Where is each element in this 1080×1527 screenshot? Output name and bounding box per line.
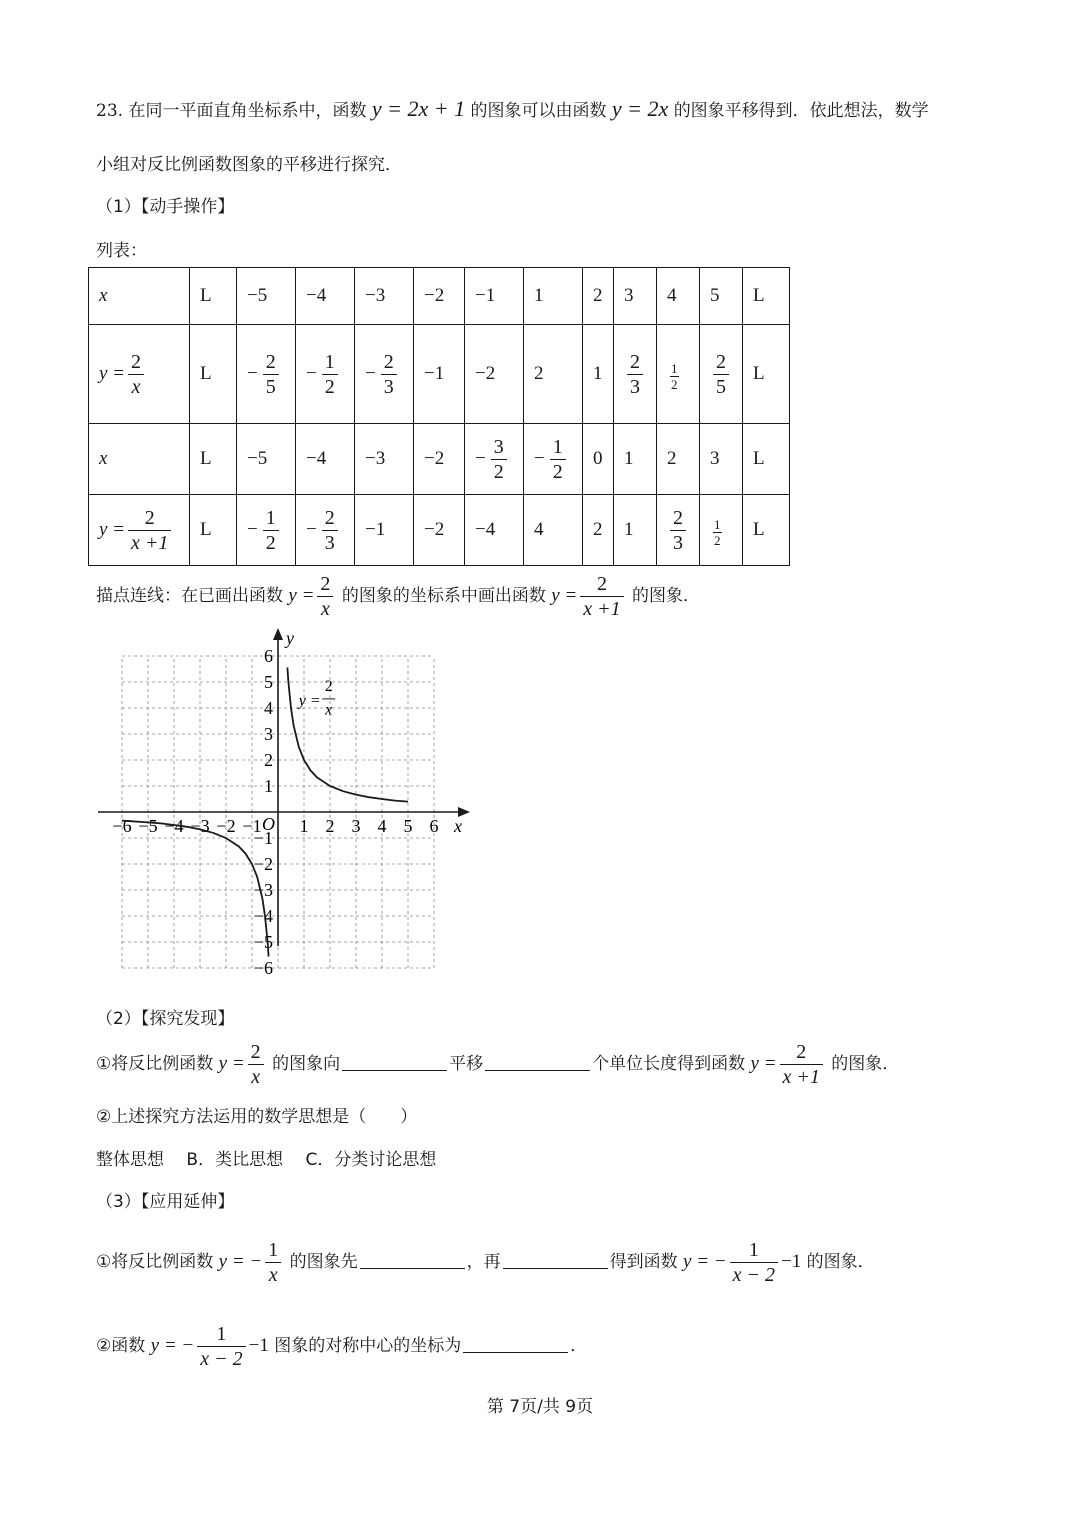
table-cell-y2: −1: [355, 495, 414, 566]
answer-blank-direction[interactable]: [342, 1069, 447, 1071]
table-cell-y2: L: [190, 495, 237, 566]
table-cell-x1: L: [743, 268, 790, 325]
fraction-value: $\frac{2}{3}$: [322, 506, 338, 555]
curve-label-den: x: [325, 701, 333, 719]
y2-header-fraction: $\frac{2}{x +1}$: [128, 506, 171, 555]
table-cell-y2: [700, 495, 743, 566]
page-footer: 第 7页/共 9页: [486, 1397, 594, 1417]
x-tick-label: 3: [351, 816, 361, 836]
part2-options: 整体思想 B．类比思想 C．分类讨论思想: [96, 1150, 437, 1170]
fraction-value: $\frac{1}{2}$: [263, 506, 279, 555]
part2-question-2: ②上述探究方法运用的数学思想是（ ）: [96, 1107, 418, 1127]
table-cell-y2: −4: [465, 495, 524, 566]
answer-blank-center[interactable]: [463, 1351, 568, 1353]
fraction-value: $\frac{1}{2}$: [671, 360, 678, 392]
q1-fraction-2: $\frac{2}{x +1}$: [780, 1040, 823, 1089]
x-tick-label: −6: [112, 816, 132, 836]
table-cell-x1: 4: [657, 268, 700, 325]
x-tick-label: 6: [429, 816, 439, 836]
x-tick-label: −5: [138, 816, 158, 836]
table-cell-x2: 3: [700, 424, 743, 495]
y-tick-label: −6: [253, 958, 273, 978]
curve-label-lhs: y =: [298, 692, 321, 710]
table-cell-x2: x: [89, 424, 190, 495]
table-cell-x1: −2: [414, 268, 465, 325]
part3-heading: （3）【应用延伸】: [96, 1192, 235, 1212]
table-cell-y1: 2: [524, 325, 583, 424]
x-tick-label: 2: [325, 816, 335, 836]
part3-question-1: ①将反比例函数 y = − $\frac{1}{x}$ 的图象先 ，再 得到函数 y = − $\frac{1}{x - 2}$ −1 的图象．: [96, 1239, 875, 1286]
table-cell-y1: [700, 325, 743, 424]
table-cell-x1: −1: [465, 268, 524, 325]
part2-heading: （2）【探究发现】: [96, 1009, 235, 1029]
plot-instruction: 描点连线：在已画出函数 y = $\frac{2}{x}$ 的图象的坐标系中画出函数 y = $\frac{2}{x +1}$ 的图象．: [96, 573, 701, 620]
table-cell-x1: −5: [237, 268, 296, 325]
plot-fraction-1: $\frac{2}{x}$: [317, 572, 333, 621]
x-axis-label: x: [454, 816, 462, 836]
y1-header-cell: y = $\frac{2}{x}$: [89, 325, 190, 424]
fraction-value: $\frac{1}{2}$: [322, 350, 338, 399]
x-tick-label: −3: [190, 816, 210, 836]
table-cell-x2: L: [743, 424, 790, 495]
p3-fraction-1: $\frac{1}{x}$: [265, 1238, 281, 1287]
part1-heading: （1）【动手操作】: [96, 197, 235, 217]
table-label: 列表：: [96, 241, 147, 261]
answer-blank-units[interactable]: [485, 1069, 590, 1071]
table-cell-y1: 1: [583, 325, 614, 424]
y1-header-fraction: $\frac{2}{x}$: [128, 350, 144, 399]
table-cell-x1: 5: [700, 268, 743, 325]
table-cell-x1: L: [190, 268, 237, 325]
table-cell-x1: x: [89, 268, 190, 325]
y-tick-label: −3: [253, 880, 273, 900]
table-cell-x2: 1: [614, 424, 657, 495]
plot-fraction-2: $\frac{2}{x +1}$: [580, 572, 623, 621]
table-cell-x2: − $\frac{3}{2}$: [465, 424, 524, 495]
x-tick-label: −2: [216, 816, 236, 836]
x-tick-label: −4: [164, 816, 184, 836]
fraction-value: $\frac{1}{2}$: [550, 435, 566, 484]
table-cell-y1: −2: [465, 325, 524, 424]
table-cell-x2: L: [190, 424, 237, 495]
value-table: [88, 267, 790, 566]
table-cell-y2: 1: [614, 495, 657, 566]
part2-question-1: ①将反比例函数 y = $\frac{2}{x}$ 的图象向 平移 个单位长度得到函数 y = $\frac{2}{x +1}$ 的图象．: [96, 1041, 900, 1088]
y-tick-label: −4: [253, 906, 273, 926]
y-axis-arrow: [273, 628, 283, 640]
intro-line-2: 小组对反比例函数图象的平移进行探究．: [96, 155, 402, 175]
y-tick-label: 1: [264, 776, 273, 796]
fraction-value: $\frac{2}{3}$: [381, 350, 397, 399]
table-cell-y1: [657, 325, 700, 424]
y-tick-label: 4: [264, 698, 273, 718]
table-cell-x2: −3: [355, 424, 414, 495]
table-cell-x2: −2: [414, 424, 465, 495]
answer-blank-first-shift[interactable]: [360, 1267, 465, 1269]
y-tick-label: −1: [253, 828, 273, 848]
fraction-value: $\frac{2}{3}$: [670, 506, 686, 555]
table-cell-x2: − $\frac{1}{2}$: [524, 424, 583, 495]
table-cell-x2: 2: [657, 424, 700, 495]
table-cell-x1: 1: [524, 268, 583, 325]
x-tick-label: −1: [242, 816, 262, 836]
y-tick-label: 2: [264, 750, 273, 770]
table-cell-x2: −4: [296, 424, 355, 495]
function-a: y = 2x + 1: [371, 96, 466, 121]
table-cell-y2: 4: [524, 495, 583, 566]
answer-blank-second-shift[interactable]: [503, 1267, 608, 1269]
x-tick-label: 5: [403, 816, 413, 836]
coordinate-graph: [90, 622, 480, 997]
table-cell-y1: − $\frac{2}{3}$: [355, 325, 414, 424]
table-cell-y2: 2: [583, 495, 614, 566]
curve-label-num: 2: [324, 678, 333, 696]
q1-fraction-1: $\frac{2}{x}$: [248, 1040, 264, 1089]
table-cell-y2: L: [743, 495, 790, 566]
table-row-x1: [89, 268, 790, 325]
table-cell-y1: − $\frac{2}{5}$: [237, 325, 296, 424]
fraction-value: $\frac{2}{5}$: [263, 350, 279, 399]
table-cell-y2: [657, 495, 700, 566]
p3-fraction-2: $\frac{1}{x - 2}$: [730, 1238, 778, 1287]
table-cell-y1: L: [743, 325, 790, 424]
table-cell-x2: 0: [583, 424, 614, 495]
table-cell-x1: −4: [296, 268, 355, 325]
curve-series-line: [287, 667, 408, 801]
y-tick-label: 5: [264, 672, 273, 692]
intro-text-a: 在同一平面直角坐标系中，函数: [128, 101, 367, 121]
table-cell-y1: [614, 325, 657, 424]
intro-line-1: [96, 96, 929, 122]
y-tick-label: −5: [253, 932, 273, 952]
table-cell-y1: −1: [414, 325, 465, 424]
p3-fraction-3: $\frac{1}{x - 2}$: [197, 1322, 245, 1371]
problem-number: 23.: [96, 101, 124, 121]
x-tick-label: 1: [299, 816, 309, 836]
table-cell-x1: 2: [583, 268, 614, 325]
y-axis-label: y: [286, 628, 294, 648]
fraction-value: $\frac{3}{2}$: [491, 435, 507, 484]
intro-text-c: 的图象平移得到．依此想法，数学: [673, 101, 929, 121]
part3-question-2: ②函数 y = − $\frac{1}{x - 2}$ −1 图象的对称中心的坐标为 ．: [96, 1323, 588, 1370]
x-tick-label: 4: [377, 816, 387, 836]
table-cell-y1: − $\frac{1}{2}$: [296, 325, 355, 424]
fraction-value: $\frac{2}{5}$: [713, 350, 729, 399]
y-tick-label: −2: [253, 854, 273, 874]
intro-text-b: 的图象可以由函数: [470, 101, 607, 121]
curve-series-line: [122, 821, 269, 957]
table-cell-x1: −3: [355, 268, 414, 325]
fraction-value: $\frac{2}{3}$: [627, 350, 643, 399]
table-cell-y2: −2: [414, 495, 465, 566]
y2-header-cell: y = $\frac{2}{x +1}$: [89, 495, 190, 566]
table-row-y2: [89, 495, 790, 566]
table-cell-x1: 3: [614, 268, 657, 325]
origin-label: O: [262, 814, 275, 834]
table-row-x2: [89, 424, 790, 495]
y-tick-label: 3: [264, 724, 273, 744]
fraction-value: $\frac{1}{2}$: [714, 516, 721, 548]
table-cell-y1: L: [190, 325, 237, 424]
function-b: y = 2x: [611, 96, 669, 121]
table-cell-y2: − $\frac{2}{3}$: [296, 495, 355, 566]
table-cell-y2: − $\frac{1}{2}$: [237, 495, 296, 566]
y-tick-label: 6: [264, 646, 273, 666]
table-cell-x2: −5: [237, 424, 296, 495]
table-row-y1: [89, 325, 790, 424]
